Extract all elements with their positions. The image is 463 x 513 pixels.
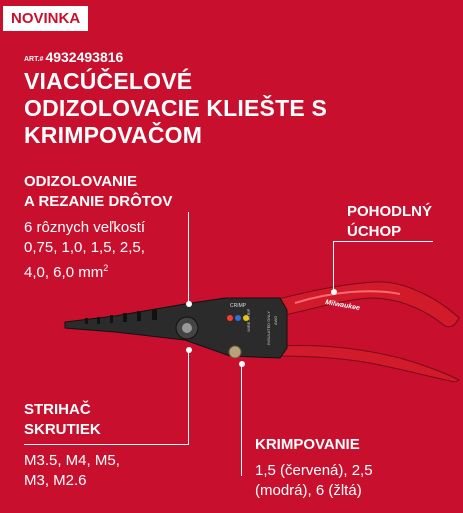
title-line: KRIMPOVAČOM bbox=[24, 122, 203, 148]
upper-handle bbox=[275, 282, 459, 327]
article-prefix: ART.# bbox=[24, 56, 44, 63]
crimping-text bbox=[255, 461, 373, 501]
lower-handle bbox=[275, 346, 459, 383]
bolt-text-line: M3, M2.6 bbox=[24, 472, 87, 489]
crimp-red-dot bbox=[227, 315, 233, 321]
new-badge: NOVINKA bbox=[3, 6, 88, 31]
crimping-heading bbox=[255, 435, 360, 455]
stripping-text-line: 0,75, 1,0, 1,5, 2,5, bbox=[24, 239, 145, 256]
jaw-marking: CRIMP bbox=[230, 303, 247, 309]
bolt-heading-line: STRIHAČ bbox=[24, 401, 91, 418]
stripping-text-line: 6 rôznych veľkostí bbox=[24, 219, 146, 236]
pliers-illustration bbox=[55, 270, 463, 382]
jaw-marking: AWG bbox=[273, 315, 278, 325]
stripping-leader-line bbox=[188, 212, 189, 302]
handle-heading-line: POHODLNÝ bbox=[347, 203, 433, 220]
title-line: VIACÚČELOVÉ bbox=[24, 68, 193, 94]
brand-logo: Milwaukee bbox=[324, 299, 361, 313]
handle-heading-line: ÚCHOP bbox=[347, 223, 402, 240]
jaw-marking: INSULATED ONLY bbox=[266, 311, 271, 345]
stripping-size-text: 4,0, 6,0 mm bbox=[24, 264, 104, 281]
title-line: ODIZOLOVACIE KLIEŠTE S bbox=[24, 95, 327, 121]
bolt-cutter-text bbox=[24, 451, 120, 491]
stripping-heading bbox=[24, 172, 172, 212]
bolt-heading-line: SKRUTIEK bbox=[24, 421, 101, 438]
bolt-cutter-heading bbox=[24, 400, 101, 440]
bolt-pointer-dot bbox=[186, 347, 192, 353]
crimping-text-line: (modrá), 6 (žltá) bbox=[255, 482, 362, 499]
crimp-blue-dot bbox=[235, 315, 241, 321]
handle-heading bbox=[347, 202, 432, 242]
crimping-pointer-dot bbox=[239, 361, 245, 367]
crimping-leader-line bbox=[241, 366, 242, 476]
handle-pointer-dot bbox=[331, 289, 337, 295]
crimping-heading-line: KRIMPOVANIE bbox=[255, 436, 360, 453]
stripping-heading-line: A REZANIE DRÔTOV bbox=[24, 193, 173, 210]
spring bbox=[229, 346, 241, 358]
article-number bbox=[24, 49, 123, 68]
product-title bbox=[24, 68, 454, 149]
pivot-center bbox=[182, 323, 192, 333]
bolt-leader-line-horizontal bbox=[24, 444, 189, 445]
article-number-value: 4932493816 bbox=[45, 49, 124, 65]
handle-leader-line-horizontal bbox=[333, 241, 433, 242]
unit-superscript: 2 bbox=[103, 263, 109, 273]
handle-leader-line bbox=[333, 241, 334, 290]
jaw-marking: WIRE STRIP bbox=[246, 308, 251, 332]
bolt-text-line: M3.5, M4, M5, bbox=[24, 452, 120, 469]
bolt-leader-line bbox=[188, 352, 189, 444]
stripping-heading-line: ODIZOLOVANIE bbox=[24, 173, 138, 190]
stripping-pointer-dot bbox=[186, 301, 192, 307]
crimping-text-line: 1,5 (červená), 2,5 bbox=[255, 462, 373, 479]
